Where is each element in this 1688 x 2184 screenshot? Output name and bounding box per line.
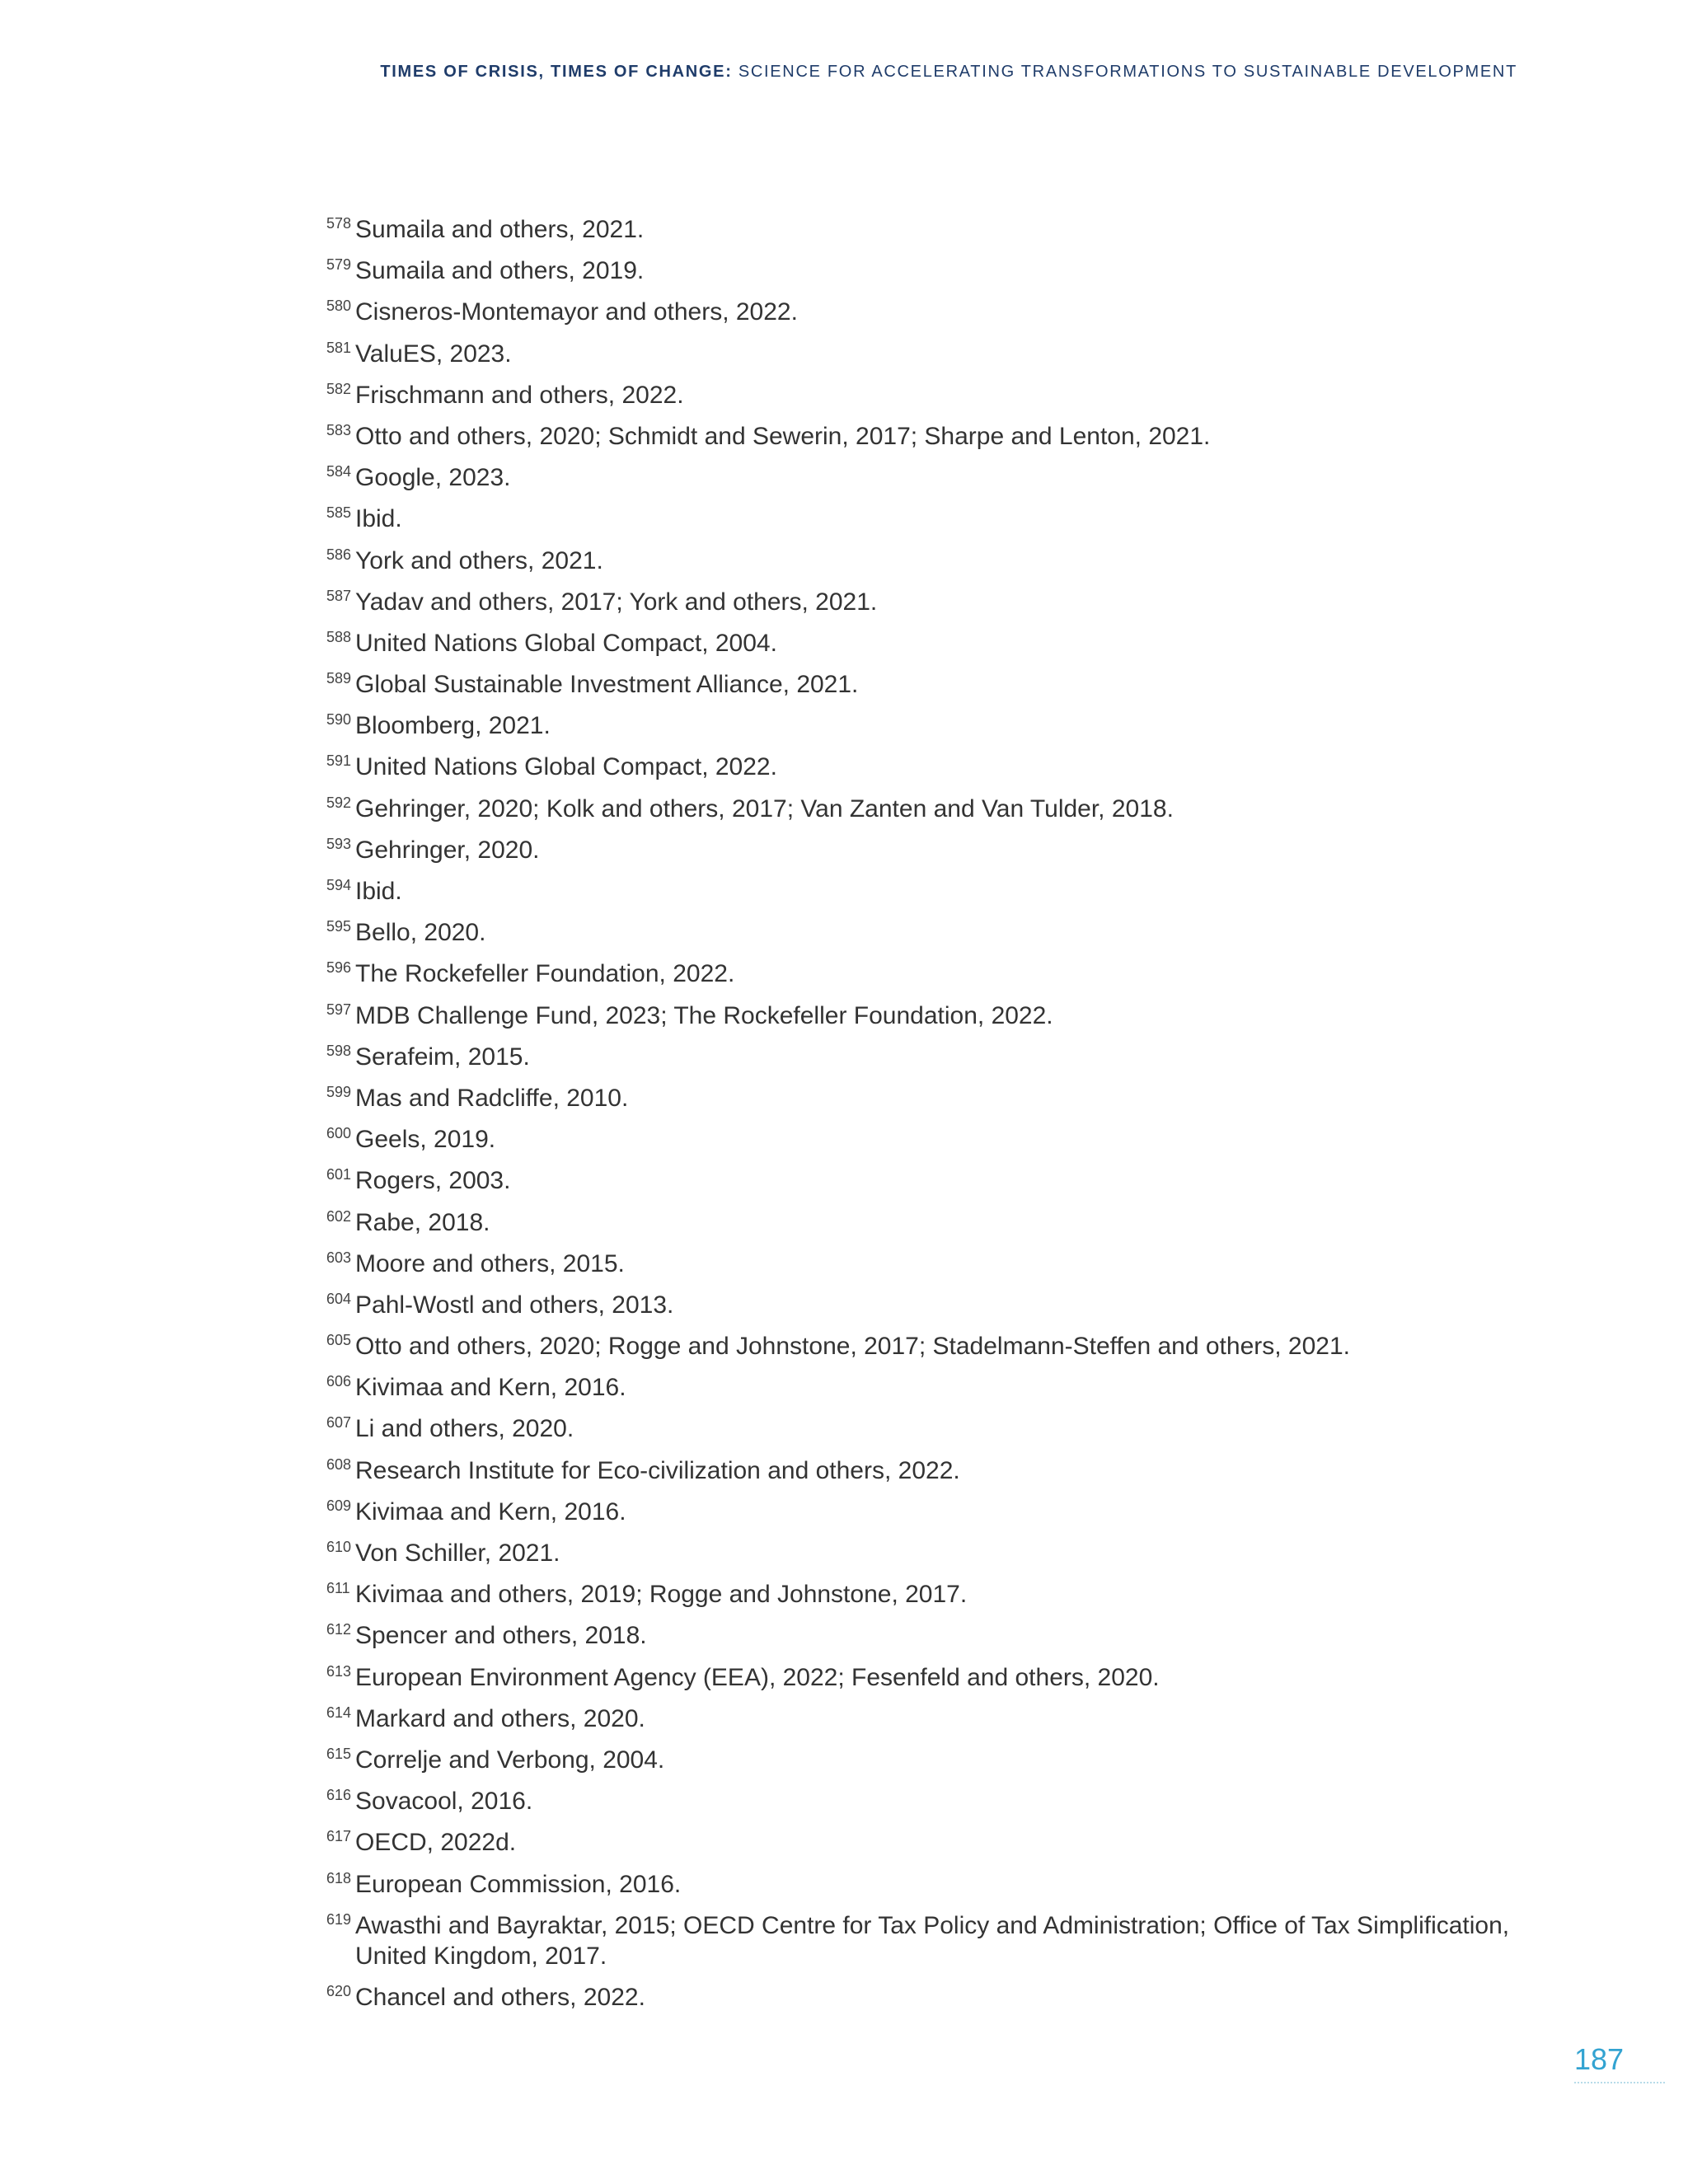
endnote-item [326, 1290, 1563, 1320]
endnote-number: 590 [326, 711, 352, 729]
endnote-number: 587 [326, 587, 352, 604]
endnote-number: 586 [326, 546, 352, 563]
endnote-text: Sumaila and others, 2021. [355, 216, 645, 243]
endnote-number: 588 [326, 628, 352, 645]
endnote-number: 584 [326, 463, 352, 480]
endnote-number: 601 [326, 1166, 352, 1183]
endnote-number: 580 [326, 298, 352, 315]
endnote-number: 603 [326, 1249, 352, 1266]
endnote-text: Correlje and Verbong, 2004. [355, 1746, 665, 1774]
endnote-number: 609 [326, 1497, 352, 1514]
endnote-number: 616 [326, 1787, 352, 1804]
endnote-number: 583 [326, 421, 352, 438]
endnote-number: 579 [326, 256, 352, 274]
endnote-item [326, 1579, 1563, 1610]
endnote-item [326, 752, 1563, 782]
endnote-item [326, 1455, 1563, 1486]
endnote-number: 585 [326, 504, 352, 522]
endnote-text: The Rockefeller Foundation, 2022. [355, 960, 735, 988]
endnote-text: Cisneros-Montemayor and others, 2022. [355, 298, 798, 326]
endnote-item [326, 1827, 1563, 1858]
endnote-item [326, 1620, 1563, 1651]
endnote-text: United Nations Global Compact, 2004. [355, 629, 777, 657]
endnote-text: United Nations Global Compact, 2022. [355, 753, 777, 781]
endnote-number: 611 [326, 1580, 350, 1597]
endnote-text: Gehringer, 2020; Kolk and others, 2017; Van Zanten and Van Tulder, 2018. [355, 794, 1174, 823]
endnote-text: Pahl-Wostl and others, 2013. [355, 1291, 674, 1319]
endnote-text: Geels, 2019. [355, 1126, 496, 1154]
endnote-item [326, 297, 1563, 327]
endnote-text: European Commission, 2016. [355, 1870, 682, 1898]
endnote-item [326, 1165, 1563, 1196]
endnote-text: Kivimaa and others, 2019; Rogge and Johnstone, 2017. [355, 1581, 968, 1609]
endnote-item [326, 1207, 1563, 1238]
endnote-text: Li and others, 2020. [355, 1415, 574, 1443]
endnote-text: Mas and Radcliffe, 2010. [355, 1084, 629, 1112]
endnote-item [326, 587, 1563, 617]
endnote-number: 596 [326, 959, 352, 977]
endnote-number: 605 [326, 1332, 352, 1349]
endnote-text: Von Schiller, 2021. [355, 1540, 560, 1567]
endnote-text: Bello, 2020. [355, 919, 486, 947]
endnote-item [326, 1704, 1563, 1734]
endnote-item [326, 421, 1563, 452]
endnote-text: Serafeim, 2015. [355, 1043, 530, 1071]
endnote-item [326, 1869, 1563, 1900]
endnote-number: 600 [326, 1125, 352, 1142]
endnote-text: OECD, 2022d. [355, 1829, 517, 1857]
endnote-text: Research Institute for Eco-civilization and others, 2022. [355, 1456, 960, 1484]
endnote-item [326, 958, 1563, 989]
running-header [0, 63, 1517, 82]
endnote-number: 597 [326, 1001, 352, 1018]
endnote-item [326, 1982, 1563, 2013]
endnote-number: 599 [326, 1083, 352, 1100]
endnote-text: Ibid. [355, 505, 402, 533]
endnote-item [326, 1786, 1563, 1816]
endnote-item [326, 546, 1563, 576]
endnote-text: Otto and others, 2020; Schmidt and Sewerin, 2017; Sharpe and Lenton, 2021. [355, 422, 1211, 450]
header-title-rest: SCIENCE FOR ACCELERATING TRANSFORMATIONS TO SUSTAINABLE DEVELOPMENT [738, 63, 1517, 81]
endnote-text: Spencer and others, 2018. [355, 1622, 647, 1650]
endnote-number: 618 [326, 1869, 352, 1886]
endnote-item [326, 1249, 1563, 1279]
endnote-text: European Environment Agency (EEA), 2022; Fesenfeld and others, 2020. [355, 1663, 1160, 1691]
endnote-item [326, 1124, 1563, 1155]
endnote-number: 593 [326, 835, 352, 852]
endnote-item [326, 917, 1563, 948]
endnote-item [326, 794, 1563, 824]
endnote-number: 591 [326, 752, 352, 770]
endnote-item [326, 628, 1563, 658]
endnote-item [326, 1413, 1563, 1444]
endnote-item [326, 1083, 1563, 1113]
endnote-text: ValuES, 2023. [355, 340, 512, 368]
endnote-text: Chancel and others, 2022. [355, 1983, 645, 2011]
endnote-item [326, 255, 1563, 286]
endnote-item [326, 669, 1563, 700]
endnote-number: 612 [326, 1621, 352, 1638]
endnote-number: 620 [326, 1982, 352, 1999]
endnote-number: 592 [326, 794, 352, 811]
endnote-number: 615 [326, 1745, 352, 1762]
endnote-text: Otto and others, 2020; Rogge and Johnstone, 2017; Stadelmann-Steffen and others, 2021. [355, 1333, 1350, 1361]
endnote-item [326, 339, 1563, 369]
endnote-number: 606 [326, 1373, 352, 1390]
endnote-number: 578 [326, 215, 352, 232]
endnote-text: Ibid. [355, 878, 402, 905]
endnote-text: York and others, 2021. [355, 546, 603, 574]
endnote-text: Bloomberg, 2021. [355, 712, 551, 740]
endnote-item [326, 1331, 1563, 1361]
endnote-item [326, 710, 1563, 741]
endnote-item [326, 1538, 1563, 1568]
page-number: 187 [1574, 2042, 1665, 2083]
endnote-item [326, 504, 1563, 534]
endnotes-list [326, 214, 1563, 2023]
endnote-number: 594 [326, 877, 352, 893]
endnote-text: Sovacool, 2016. [355, 1788, 533, 1816]
endnote-item [326, 835, 1563, 865]
endnote-text: Kivimaa and Kern, 2016. [355, 1374, 626, 1402]
endnote-item [326, 1662, 1563, 1693]
endnote-number: 607 [326, 1414, 352, 1432]
endnote-number: 610 [326, 1539, 352, 1555]
endnote-item [326, 1497, 1563, 1527]
endnote-number: 604 [326, 1290, 352, 1307]
endnote-number: 602 [326, 1207, 352, 1225]
endnote-number: 619 [326, 1910, 352, 1928]
endnote-text: Google, 2023. [355, 464, 511, 492]
endnote-item [326, 1745, 1563, 1775]
endnote-text: Global Sustainable Investment Alliance, 2021. [355, 671, 859, 699]
endnote-text: Rabe, 2018. [355, 1208, 490, 1236]
endnote-item [326, 214, 1563, 245]
header-title-bold: TIMES OF CRISIS, TIMES OF CHANGE: [380, 63, 733, 81]
endnote-text: Kivimaa and Kern, 2016. [355, 1497, 626, 1526]
endnote-number: 614 [326, 1704, 352, 1721]
endnote-number: 613 [326, 1662, 352, 1680]
endnote-number: 598 [326, 1042, 352, 1059]
endnote-item [326, 1910, 1563, 1971]
endnote-number: 582 [326, 380, 352, 397]
endnote-number: 608 [326, 1455, 352, 1473]
endnote-item [326, 1042, 1563, 1072]
endnote-item [326, 380, 1563, 410]
endnote-text: Sumaila and others, 2019. [355, 257, 645, 285]
endnote-item [326, 876, 1563, 907]
endnote-text: Frischmann and others, 2022. [355, 381, 684, 409]
endnote-text: Markard and others, 2020. [355, 1704, 645, 1732]
endnote-number: 581 [326, 339, 352, 356]
endnote-item [326, 462, 1563, 493]
endnote-number: 589 [326, 670, 352, 687]
endnote-text: Moore and others, 2015. [355, 1249, 625, 1277]
endnote-text: MDB Challenge Fund, 2023; The Rockefeller Foundation, 2022. [355, 1001, 1053, 1029]
endnote-item [326, 1372, 1563, 1403]
endnote-number: 617 [326, 1828, 352, 1845]
endnote-text: Awasthi and Bayraktar, 2015; OECD Centre for Tax Policy and Administration; Office of Tax Simplification, United Kingdom, 2017. [355, 1911, 1510, 1970]
endnote-text: Rogers, 2003. [355, 1167, 511, 1195]
endnote-text: Yadav and others, 2017; York and others, 2021. [355, 588, 878, 616]
endnote-item [326, 1001, 1563, 1031]
endnote-number: 595 [326, 918, 352, 935]
endnote-text: Gehringer, 2020. [355, 836, 540, 864]
